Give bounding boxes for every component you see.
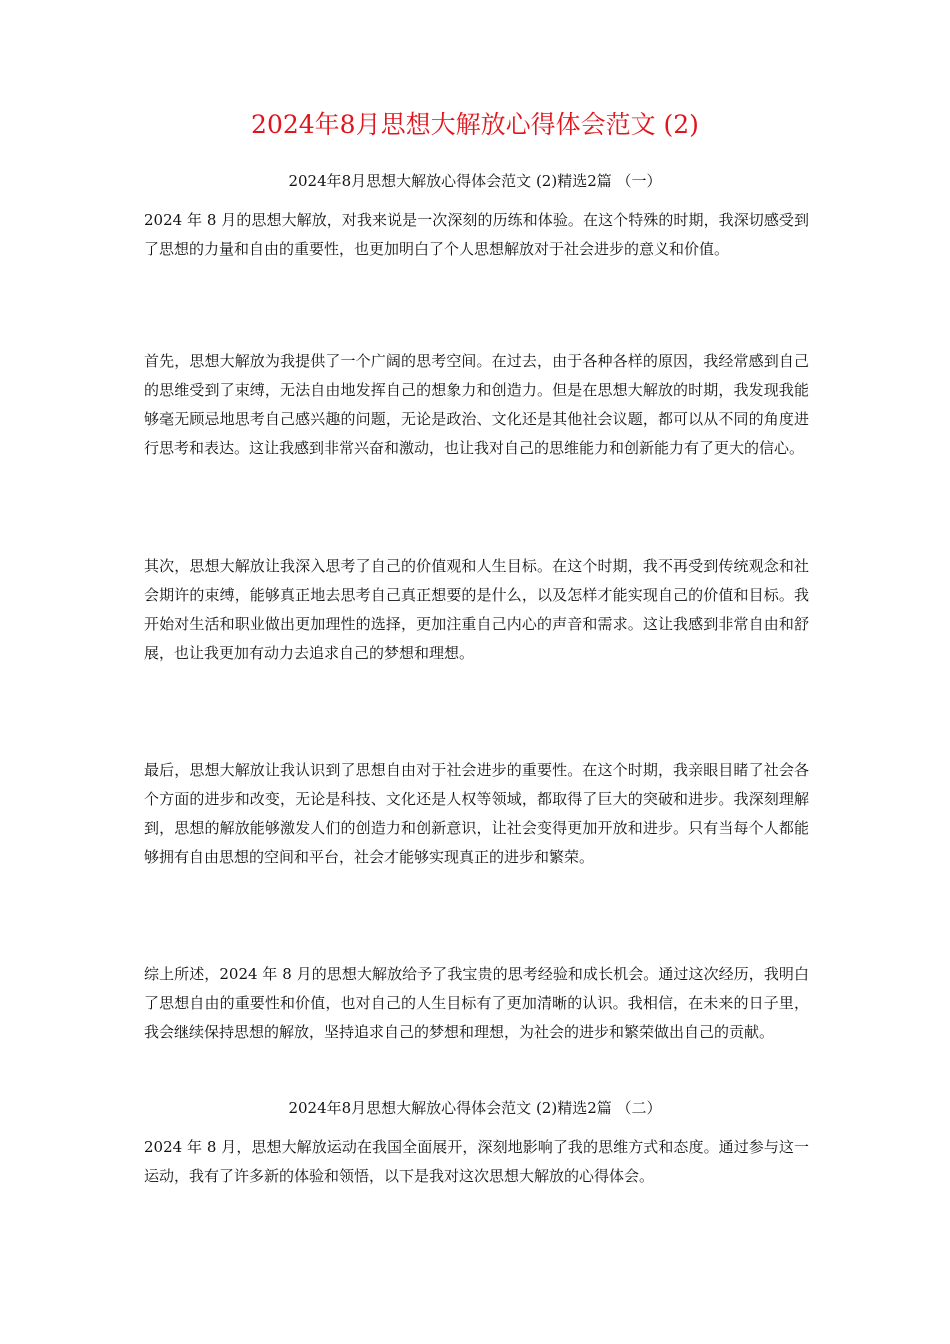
section-heading-2: 2024年8月思想大解放心得体会范文 (2)精选2篇 （二） [288, 1099, 662, 1117]
paragraph: 2024 年 8 月的思想大解放，对我来说是一次深刻的历练和体验。在这个特殊的时期，我深切感受到了思想的力量和自由的重要性，也更加明白了个人思想解放对于社会进步的意义和价值。 [144, 211, 809, 258]
paragraph: 首先，思想大解放为我提供了一个广阔的思考空间。在过去，由于各种各样的原因，我经常感到自己的思维受到了束缚，无法自由地发挥自己的想象力和创造力。但是在思想大解放的时期，我发现我能够毫无顾忌地思考自己感兴趣的问题，无论是政治、文化还是其他社会议题，都可以从不同的角度进行思考和表达。这让我感到非常兴奋和激动，也让我对自己的思维能力和创新能力有了更大的信心。 [144, 352, 809, 457]
paragraph: 2024 年 8 月，思想大解放运动在我国全面展开，深刻地影响了我的思维方式和态度。通过参与这一运动，我有了许多新的体验和领悟，以下是我对这次思想大解放的心得体会。 [144, 1138, 809, 1185]
document-title: 2024年8月思想大解放心得体会范文 (2) [251, 110, 699, 139]
section-heading-1: 2024年8月思想大解放心得体会范文 (2)精选2篇 （一） [288, 172, 662, 190]
paragraph: 最后，思想大解放让我认识到了思想自由对于社会进步的重要性。在这个时期，我亲眼目睹了社会各个方面的进步和改变，无论是科技、文化还是人权等领域，都取得了巨大的突破和进步。我深刻理解到，思想的解放能够激发人们的创造力和创新意识，让社会变得更加开放和进步。只有当每个人都能够拥有自由思想的空间和平台，社会才能够实现真正的进步和繁荣。 [144, 761, 809, 866]
paragraph: 综上所述，2024 年 8 月的思想大解放给予了我宝贵的思考经验和成长机会。通过这次经历，我明白了思想自由的重要性和价值，也对自己的人生目标有了更加清晰的认识。我相信，在未来的日子里，我会继续保持思想的解放，坚持追求自己的梦想和理想，为社会的进步和繁荣做出自己的贡献。 [144, 965, 809, 1041]
paragraph: 其次，思想大解放让我深入思考了自己的价值观和人生目标。在这个时期，我不再受到传统观念和社会期许的束缚，能够真正地去思考自己真正想要的是什么，以及怎样才能实现自己的价值和目标。我开始对生活和职业做出更加理性的选择，更加注重自己内心的声音和需求。这让我感到非常自由和舒展，也让我更加有动力去追求自己的梦想和理想。 [144, 557, 809, 662]
